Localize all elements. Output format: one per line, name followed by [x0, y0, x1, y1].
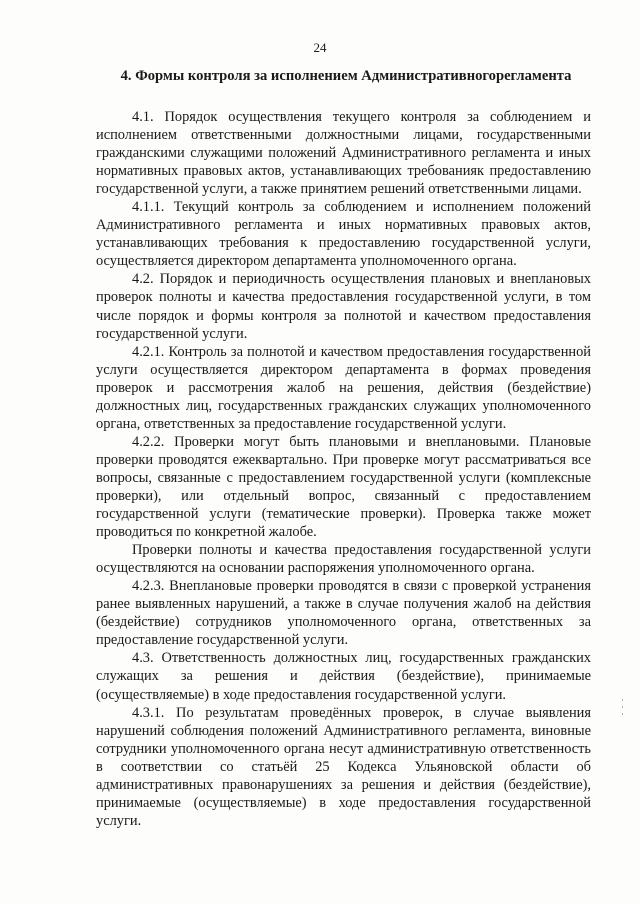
document-body	[96, 108, 591, 830]
paragraph-4-2-1: 4.2.1. Контроль за полнотой и качеством предоставления государственной услуги осуществляется директором департамента в формах проведения проверок и рассмотрения жалоб на решения, действия (бездействие) должностных лиц, государственных гражданских служащих уполномоченного органа, ответственных за предоставление государственной услуги.	[96, 343, 591, 432]
scan-artifact	[622, 699, 623, 701]
paragraph-4-2-3: 4.2.3. Внеплановые проверки проводятся в связи с проверкой устранения ранее выявленных нарушений, а также в случае получения жалоб на действия (бездействие) сотрудников уполномоченного органа, ответственных за предоставление государственной услуги.	[96, 578, 591, 649]
paragraph-4-2: 4.2. Порядок и периодичность осуществления плановых и внеплановых проверок полноты и качества предоставления государственной услуги, в том числе порядок и формы контроля за полнотой и качеством предоставления государственной услуги.	[96, 271, 591, 342]
paragraph-4-2-2: 4.2.2. Проверки могут быть плановыми и внеплановыми. Плановые проверки проводятся ежеквартально. При проверке могут рассматриваться все вопросы, связанные с предоставлением государственной услуги (комплексные проверки), или отдельный вопрос, связанный с предоставлением государственной услуги (тематические проверки). Проверка также может проводиться по конкретной жалобе.	[96, 433, 591, 541]
scan-artifact	[622, 713, 623, 715]
scan-artifact	[622, 706, 623, 708]
paragraph-4-3: 4.3. Ответственность должностных лиц, государственных гражданских служащих за решения и действия (бездействие), принимаемые (осуществляемые) в ходе предоставления государственной услуги.	[96, 650, 591, 703]
paragraph-4-1: 4.1. Порядок осуществления текущего контроля за соблюдением и исполнением ответственными должностными лицами, государственными гражданскими служащими положений Административного регламента и иных нормативных правовых актов, устанавливающих требованияк предоставлению государственной услуги, а также принятием решений ответственными лицами.	[96, 109, 591, 198]
paragraph-checks-basis: Проверки полноты и качества предоставления государственной услуги осуществляются на основании распоряжения уполномоченного органа.	[96, 542, 591, 577]
paragraph-4-3-1: 4.3.1. По результатам проведённых проверок, в случае выявления нарушений соблюдения положений Административного регламента, виновные сотрудники уполномоченного органа несут административную ответственность в соответствии со статьёй 25 Кодекса Ульяновской области об административных правонарушениях за решения и действия (бездействие), принимаемые (осуществляемые) в ходе предоставления государственной услуги.	[96, 704, 591, 829]
paragraph-4-1-1: 4.1.1. Текущий контроль за соблюдением и исполнением положений Административного регламента и иных нормативных правовых актов, устанавливающих требования к предоставлению государственной услуги, осуществляется директором департамента уполномоченного органа.	[96, 199, 591, 270]
page-number: 24	[313, 40, 327, 55]
section-heading: 4. Формы контроля за исполнением Административногорегламента	[120, 68, 572, 84]
